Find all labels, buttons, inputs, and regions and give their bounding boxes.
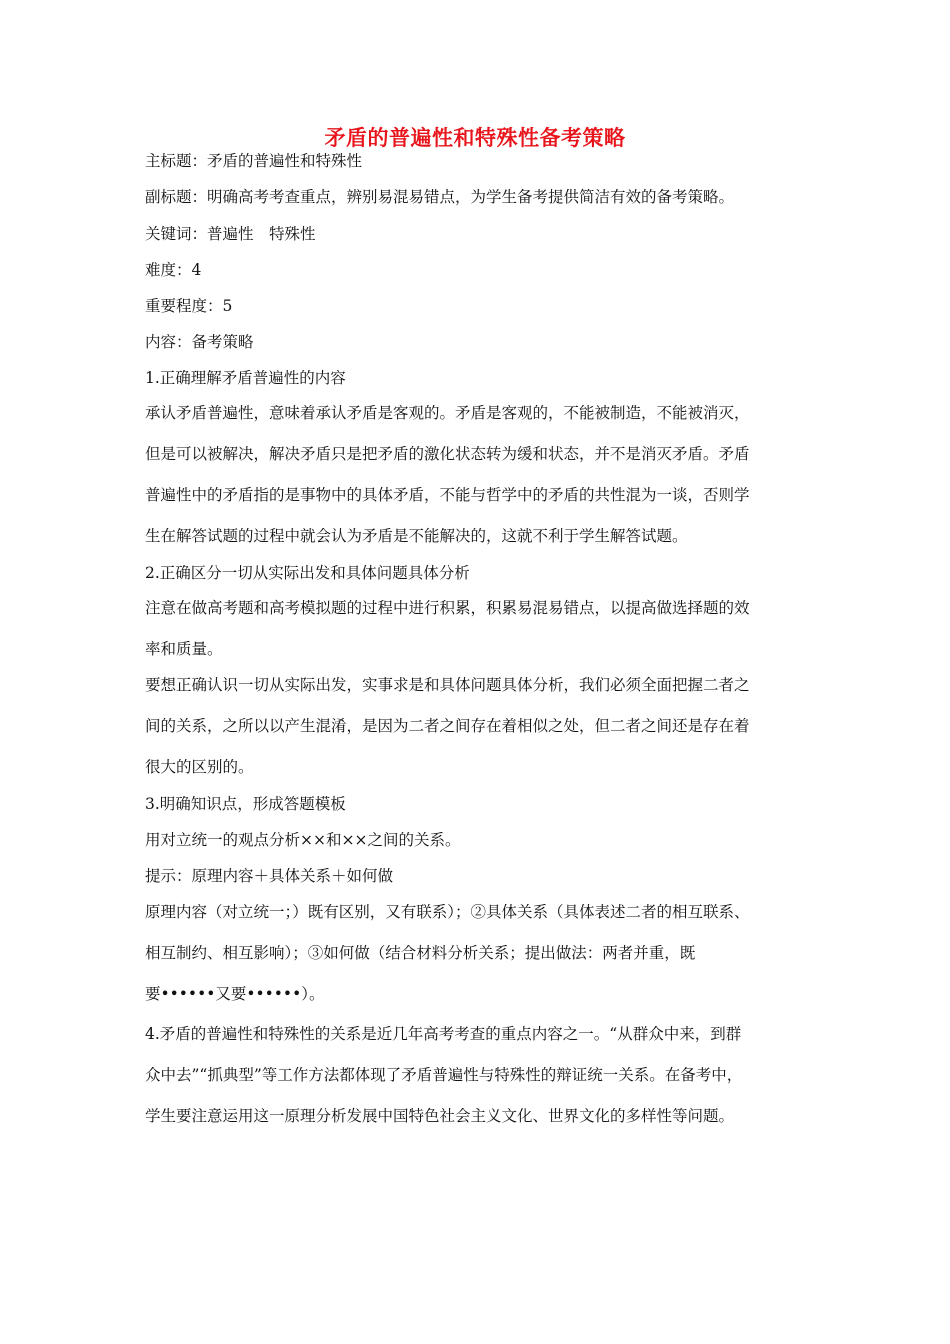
section-4-row: 4.矛盾的普遍性和特殊性的关系是近几年高考考查的重点内容之一。“从群众中来，到群	[145, 1025, 742, 1043]
section-1-heading: 1.正确理解矛盾普遍性的内容	[145, 369, 346, 387]
main-title-line: 主标题：矛盾的普遍性和特殊性	[145, 152, 363, 170]
section-2-heading: 2.正确区分一切从实际出发和具体问题具体分析	[145, 564, 470, 582]
section-2b-row: 间的关系，之所以以产生混淆，是因为二者之间存在着相似之处，但二者之间还是存在着	[145, 717, 750, 735]
section-3-row: 相互制约、相互影响）；③如何做（结合材料分析关系；提出做法：两者并重，既	[145, 944, 696, 962]
section-4-paragraph	[145, 1014, 817, 1137]
content-line: 内容：备考策略	[145, 333, 254, 351]
section-2-paragraph-a	[145, 588, 817, 670]
section-1-row: 普遍性中的矛盾指的是事物中的具体矛盾，不能与哲学中的矛盾的共性混为一谈，否则学	[145, 486, 750, 504]
section-4-row: 学生要注意运用这一原理分析发展中国特色社会主义文化、世界文化的多样性等问题。	[145, 1107, 735, 1125]
section-2b-row: 要想正确认识一切从实际出发，实事求是和具体问题具体分析，我们必须全面把握二者之	[145, 676, 750, 694]
keywords-line: 关键词：普遍性 特殊性	[145, 225, 316, 243]
importance-line: 重要程度：5	[145, 297, 233, 315]
section-3-heading: 3.明确知识点，形成答题模板	[145, 795, 346, 813]
document-title: 矛盾的普遍性和特殊性备考策略	[324, 126, 626, 150]
section-3-row: 原理内容（对立统一；）既有区别，又有联系）；②具体关系（具体表述二者的相互联系、	[145, 903, 750, 921]
section-3-line-2: 提示：原理内容＋具体关系＋如何做	[145, 867, 394, 885]
subtitle-line: 副标题：明确高考考查重点，辨别易混易错点，为学生备考提供简洁有效的备考策略。	[145, 188, 735, 206]
section-3-line-1: 用对立统一的观点分析××和××之间的关系。	[145, 831, 461, 849]
section-3-row: 要••••••又要••••••）。	[145, 985, 325, 1003]
section-4-row: 众中去”“抓典型”等工作方法都体现了矛盾普遍性与特殊性的辩证统一关系。在备考中，	[145, 1066, 743, 1084]
difficulty-line: 难度：4	[145, 261, 202, 279]
section-2b-row: 很大的区别的。	[145, 758, 254, 776]
section-1-row: 生在解答试题的过程中就会认为矛盾是不能解决的，这就不利于学生解答试题。	[145, 527, 688, 545]
section-1-row: 承认矛盾普遍性，意味着承认矛盾是客观的。矛盾是客观的，不能被制造，不能被消灭，	[145, 404, 750, 422]
section-2a-row: 率和质量。	[145, 640, 223, 658]
section-3-paragraph	[145, 892, 817, 1015]
section-2a-row: 注意在做高考题和高考模拟题的过程中进行积累，积累易混易错点，以提高做选择题的效	[145, 599, 750, 617]
section-1-paragraph	[145, 393, 817, 557]
section-1-row: 但是可以被解决，解决矛盾只是把矛盾的激化状态转为缓和状态，并不是消灭矛盾。矛盾	[145, 445, 750, 463]
section-2-paragraph-b	[145, 665, 817, 788]
